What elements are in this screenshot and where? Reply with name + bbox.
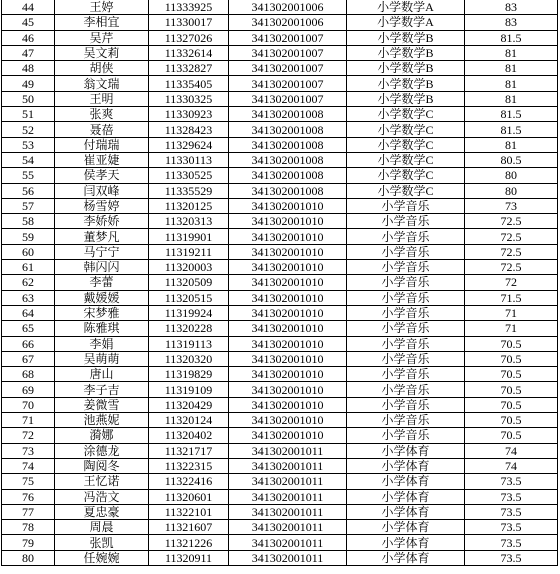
cell-number: 47	[2, 45, 55, 60]
cell-position-code: 341302001007	[229, 45, 347, 60]
cell-position-code: 341302001007	[229, 91, 347, 106]
cell-name: 王忆诺	[55, 474, 149, 489]
cell-score: 72.5	[465, 214, 558, 229]
table-row	[2, 30, 558, 45]
cell-number: 73	[2, 443, 55, 458]
cell-number: 61	[2, 260, 55, 275]
cell-subject: 小学数学C	[347, 168, 465, 183]
cell-name: 马宁宁	[55, 244, 149, 259]
cell-subject: 小学音乐	[347, 397, 465, 412]
cell-subject: 小学数学A	[347, 15, 465, 30]
cell-number: 59	[2, 229, 55, 244]
cell-number: 70	[2, 397, 55, 412]
cell-exam-id: 11320228	[149, 321, 229, 336]
cell-position-code: 341302001010	[229, 244, 347, 259]
cell-number: 56	[2, 183, 55, 198]
cell-name: 漪娜	[55, 428, 149, 443]
cell-name: 胡侠	[55, 61, 149, 76]
cell-position-code: 341302001008	[229, 122, 347, 137]
cell-score: 72.5	[465, 229, 558, 244]
cell-position-code: 341302001008	[229, 137, 347, 152]
cell-subject: 小学数学B	[347, 61, 465, 76]
cell-score: 81	[465, 91, 558, 106]
cell-score: 70.5	[465, 367, 558, 382]
cell-subject: 小学体育	[347, 474, 465, 489]
cell-number: 79	[2, 535, 55, 550]
cell-exam-id: 11330923	[149, 107, 229, 122]
table-row	[2, 107, 558, 122]
cell-position-code: 341302001008	[229, 152, 347, 167]
cell-score: 80	[465, 168, 558, 183]
cell-position-code: 341302001011	[229, 520, 347, 535]
cell-position-code: 341302001010	[229, 305, 347, 320]
cell-score: 72.5	[465, 260, 558, 275]
table-row	[2, 0, 558, 15]
cell-number: 60	[2, 244, 55, 259]
cell-position-code: 341302001010	[229, 382, 347, 397]
cell-subject: 小学音乐	[347, 321, 465, 336]
cell-position-code: 341302001010	[229, 275, 347, 290]
cell-score: 73.5	[465, 535, 558, 550]
cell-exam-id: 11330525	[149, 168, 229, 183]
cell-score: 70.5	[465, 351, 558, 366]
cell-position-code: 341302001008	[229, 183, 347, 198]
cell-score: 81.5	[465, 30, 558, 45]
cell-exam-id: 11319829	[149, 367, 229, 382]
cell-subject: 小学音乐	[347, 428, 465, 443]
table-row	[2, 198, 558, 213]
cell-name: 冯浩文	[55, 489, 149, 504]
cell-score: 70.5	[465, 336, 558, 351]
cell-exam-id: 11322416	[149, 474, 229, 489]
cell-subject: 小学数学C	[347, 107, 465, 122]
cell-exam-id: 11320515	[149, 290, 229, 305]
cell-name: 王明	[55, 91, 149, 106]
cell-position-code: 341302001011	[229, 458, 347, 473]
cell-score: 83	[465, 0, 558, 15]
cell-number: 50	[2, 91, 55, 106]
cell-score: 70.5	[465, 413, 558, 428]
table-row	[2, 290, 558, 305]
cell-subject: 小学音乐	[347, 229, 465, 244]
cell-exam-id: 11332827	[149, 61, 229, 76]
cell-name: 夏忠豪	[55, 504, 149, 519]
table-row	[2, 168, 558, 183]
cell-exam-id: 11321717	[149, 443, 229, 458]
cell-name: 周晨	[55, 520, 149, 535]
table-row	[2, 458, 558, 473]
cell-exam-id: 11322101	[149, 504, 229, 519]
cell-score: 73.5	[465, 520, 558, 535]
table-row	[2, 244, 558, 259]
cell-subject: 小学音乐	[347, 275, 465, 290]
cell-exam-id: 11330017	[149, 15, 229, 30]
cell-subject: 小学体育	[347, 458, 465, 473]
cell-score: 81	[465, 61, 558, 76]
cell-name: 韩闪闪	[55, 260, 149, 275]
cell-name: 吴文莉	[55, 45, 149, 60]
cell-subject: 小学音乐	[347, 336, 465, 351]
cell-subject: 小学音乐	[347, 367, 465, 382]
cell-number: 58	[2, 214, 55, 229]
cell-name: 李娟	[55, 336, 149, 351]
cell-name: 聂蓓	[55, 122, 149, 137]
cell-name: 付瑞瑞	[55, 137, 149, 152]
cell-name: 陈雅琪	[55, 321, 149, 336]
table-row	[2, 61, 558, 76]
cell-score: 81.5	[465, 107, 558, 122]
table-row	[2, 413, 558, 428]
cell-exam-id: 11328423	[149, 122, 229, 137]
cell-number: 69	[2, 382, 55, 397]
table-row	[2, 15, 558, 30]
table-row	[2, 183, 558, 198]
cell-name: 李娇娇	[55, 214, 149, 229]
table-row	[2, 428, 558, 443]
cell-subject: 小学音乐	[347, 382, 465, 397]
cell-number: 57	[2, 198, 55, 213]
cell-name: 李子吉	[55, 382, 149, 397]
cell-exam-id: 11320320	[149, 351, 229, 366]
cell-score: 70.5	[465, 428, 558, 443]
cell-score: 71.5	[465, 290, 558, 305]
cell-position-code: 341302001010	[229, 260, 347, 275]
cell-position-code: 341302001010	[229, 290, 347, 305]
cell-number: 72	[2, 428, 55, 443]
cell-position-code: 341302001011	[229, 550, 347, 565]
cell-exam-id: 11332614	[149, 45, 229, 60]
cell-number: 53	[2, 137, 55, 152]
cell-name: 李相宜	[55, 15, 149, 30]
table-row	[2, 504, 558, 519]
results-table-body	[2, 0, 558, 565]
cell-subject: 小学数学B	[347, 76, 465, 91]
cell-number: 62	[2, 275, 55, 290]
table-row	[2, 76, 558, 91]
cell-subject: 小学音乐	[347, 198, 465, 213]
cell-name: 崔亚婕	[55, 152, 149, 167]
cell-score: 70.5	[465, 397, 558, 412]
cell-exam-id: 11320402	[149, 428, 229, 443]
table-row	[2, 535, 558, 550]
cell-score: 72.5	[465, 244, 558, 259]
cell-number: 54	[2, 152, 55, 167]
cell-exam-id: 11321226	[149, 535, 229, 550]
cell-number: 48	[2, 61, 55, 76]
cell-name: 侯孝天	[55, 168, 149, 183]
cell-subject: 小学数学B	[347, 45, 465, 60]
table-row	[2, 137, 558, 152]
table-row	[2, 45, 558, 60]
cell-number: 46	[2, 30, 55, 45]
cell-score: 70.5	[465, 382, 558, 397]
cell-exam-id: 11330113	[149, 152, 229, 167]
cell-exam-id: 11320911	[149, 550, 229, 565]
cell-exam-id: 11319924	[149, 305, 229, 320]
cell-position-code: 341302001007	[229, 76, 347, 91]
cell-subject: 小学体育	[347, 520, 465, 535]
cell-name: 姜微雪	[55, 397, 149, 412]
cell-name: 张爽	[55, 107, 149, 122]
cell-subject: 小学体育	[347, 504, 465, 519]
cell-name: 王婷	[55, 0, 149, 15]
table-row	[2, 214, 558, 229]
cell-score: 81	[465, 137, 558, 152]
table-row	[2, 321, 558, 336]
cell-number: 68	[2, 367, 55, 382]
cell-name: 宋梦雅	[55, 305, 149, 320]
cell-subject: 小学音乐	[347, 351, 465, 366]
cell-position-code: 341302001010	[229, 321, 347, 336]
cell-exam-id: 11330325	[149, 91, 229, 106]
cell-position-code: 341302001010	[229, 367, 347, 382]
cell-subject: 小学音乐	[347, 214, 465, 229]
cell-subject: 小学音乐	[347, 413, 465, 428]
table-row	[2, 122, 558, 137]
cell-subject: 小学体育	[347, 535, 465, 550]
cell-exam-id: 11320125	[149, 198, 229, 213]
cell-position-code: 341302001011	[229, 443, 347, 458]
cell-name: 吴芹	[55, 30, 149, 45]
cell-number: 66	[2, 336, 55, 351]
cell-exam-id: 11333925	[149, 0, 229, 15]
cell-name: 陶阅冬	[55, 458, 149, 473]
cell-exam-id: 11319901	[149, 229, 229, 244]
results-table	[1, 0, 558, 566]
cell-position-code: 341302001007	[229, 30, 347, 45]
cell-score: 81.5	[465, 122, 558, 137]
cell-number: 64	[2, 305, 55, 320]
cell-number: 76	[2, 489, 55, 504]
cell-name: 涂德龙	[55, 443, 149, 458]
cell-subject: 小学音乐	[347, 305, 465, 320]
cell-name: 任婉婉	[55, 550, 149, 565]
cell-position-code: 341302001008	[229, 107, 347, 122]
cell-score: 74	[465, 458, 558, 473]
cell-score: 73.5	[465, 474, 558, 489]
cell-subject: 小学体育	[347, 550, 465, 565]
cell-exam-id: 11327026	[149, 30, 229, 45]
cell-number: 55	[2, 168, 55, 183]
cell-subject: 小学体育	[347, 443, 465, 458]
cell-number: 77	[2, 504, 55, 519]
cell-position-code: 341302001010	[229, 397, 347, 412]
cell-subject: 小学数学C	[347, 122, 465, 137]
cell-position-code: 341302001010	[229, 413, 347, 428]
cell-exam-id: 11320429	[149, 397, 229, 412]
cell-position-code: 341302001011	[229, 474, 347, 489]
table-row	[2, 275, 558, 290]
cell-subject: 小学音乐	[347, 260, 465, 275]
cell-exam-id: 11319113	[149, 336, 229, 351]
cell-exam-id: 11320601	[149, 489, 229, 504]
cell-name: 池燕妮	[55, 413, 149, 428]
cell-exam-id: 11322315	[149, 458, 229, 473]
cell-name: 戴媛媛	[55, 290, 149, 305]
cell-subject: 小学体育	[347, 489, 465, 504]
cell-subject: 小学数学C	[347, 137, 465, 152]
cell-position-code: 341302001007	[229, 61, 347, 76]
cell-score: 81	[465, 76, 558, 91]
cell-score: 73	[465, 198, 558, 213]
cell-score: 80	[465, 183, 558, 198]
table-row	[2, 367, 558, 382]
cell-number: 44	[2, 0, 55, 15]
cell-number: 71	[2, 413, 55, 428]
cell-score: 73.5	[465, 504, 558, 519]
cell-score: 73.5	[465, 489, 558, 504]
cell-score: 74	[465, 443, 558, 458]
cell-subject: 小学数学C	[347, 183, 465, 198]
table-row	[2, 489, 558, 504]
cell-score: 81	[465, 45, 558, 60]
cell-exam-id: 11319109	[149, 382, 229, 397]
cell-position-code: 341302001006	[229, 0, 347, 15]
cell-position-code: 341302001010	[229, 336, 347, 351]
table-row	[2, 443, 558, 458]
cell-number: 75	[2, 474, 55, 489]
cell-exam-id: 11320313	[149, 214, 229, 229]
cell-number: 45	[2, 15, 55, 30]
table-row	[2, 229, 558, 244]
table-row	[2, 520, 558, 535]
cell-number: 78	[2, 520, 55, 535]
cell-name: 杨雪婷	[55, 198, 149, 213]
cell-position-code: 341302001010	[229, 229, 347, 244]
table-row	[2, 152, 558, 167]
cell-exam-id: 11335529	[149, 183, 229, 198]
cell-number: 52	[2, 122, 55, 137]
table-row	[2, 382, 558, 397]
table-row	[2, 260, 558, 275]
cell-score: 71	[465, 321, 558, 336]
cell-subject: 小学音乐	[347, 290, 465, 305]
cell-position-code: 341302001010	[229, 428, 347, 443]
cell-score: 73.5	[465, 550, 558, 565]
cell-number: 63	[2, 290, 55, 305]
cell-name: 董梦凡	[55, 229, 149, 244]
cell-name: 李蕾	[55, 275, 149, 290]
cell-exam-id: 11320509	[149, 275, 229, 290]
cell-name: 张凯	[55, 535, 149, 550]
table-row	[2, 305, 558, 320]
cell-subject: 小学数学A	[347, 0, 465, 15]
cell-exam-id: 11335405	[149, 76, 229, 91]
table-row	[2, 474, 558, 489]
cell-number: 49	[2, 76, 55, 91]
cell-score: 72	[465, 275, 558, 290]
cell-exam-id: 11329624	[149, 137, 229, 152]
cell-subject: 小学音乐	[347, 244, 465, 259]
cell-exam-id: 11320003	[149, 260, 229, 275]
cell-score: 80.5	[465, 152, 558, 167]
cell-number: 65	[2, 321, 55, 336]
cell-score: 83	[465, 15, 558, 30]
cell-position-code: 341302001010	[229, 198, 347, 213]
cell-position-code: 341302001011	[229, 489, 347, 504]
cell-position-code: 341302001008	[229, 168, 347, 183]
table-row	[2, 397, 558, 412]
cell-number: 74	[2, 458, 55, 473]
cell-name: 唐山	[55, 367, 149, 382]
cell-position-code: 341302001006	[229, 15, 347, 30]
cell-score: 71	[465, 305, 558, 320]
cell-exam-id: 11321607	[149, 520, 229, 535]
cell-subject: 小学数学C	[347, 152, 465, 167]
cell-subject: 小学数学B	[347, 91, 465, 106]
cell-exam-id: 11320124	[149, 413, 229, 428]
table-row	[2, 351, 558, 366]
cell-position-code: 341302001011	[229, 535, 347, 550]
cell-exam-id: 11319211	[149, 244, 229, 259]
cell-number: 51	[2, 107, 55, 122]
cell-position-code: 341302001010	[229, 351, 347, 366]
cell-position-code: 341302001011	[229, 504, 347, 519]
cell-number: 67	[2, 351, 55, 366]
cell-name: 吴萌萌	[55, 351, 149, 366]
cell-name: 翁文瑞	[55, 76, 149, 91]
table-row	[2, 550, 558, 565]
cell-subject: 小学数学B	[347, 30, 465, 45]
table-row	[2, 336, 558, 351]
cell-name: 闫双峰	[55, 183, 149, 198]
table-row	[2, 91, 558, 106]
cell-position-code: 341302001010	[229, 214, 347, 229]
cell-number: 80	[2, 550, 55, 565]
